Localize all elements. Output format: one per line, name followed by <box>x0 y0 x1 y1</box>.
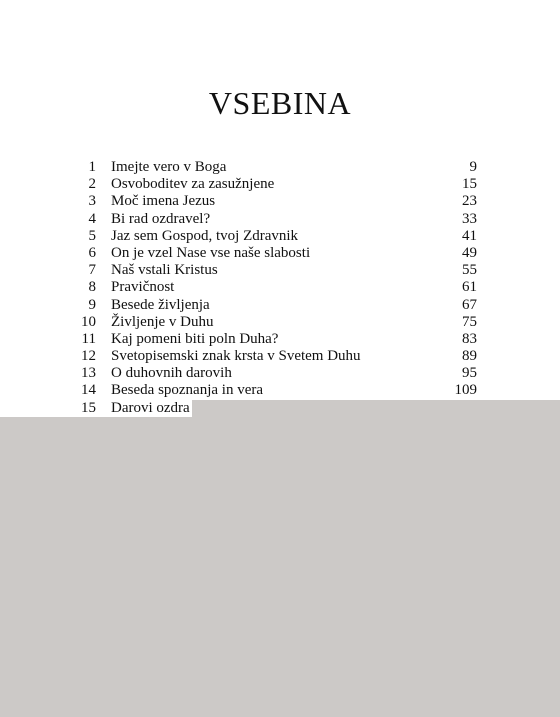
toc-number: 8 <box>88 279 96 296</box>
toc-title: Svetopisemski znak krsta v Svetem Duhu <box>111 348 361 365</box>
toc-page: 109 <box>454 382 477 399</box>
toc-page: 9 <box>469 159 477 175</box>
toc-number: 12 <box>81 348 96 365</box>
toc-number: 15 <box>81 399 96 416</box>
toc-row <box>70 382 490 399</box>
toc-row <box>70 176 490 193</box>
toc-title: Pravičnost <box>111 279 175 296</box>
gray-overlay-bottom <box>0 417 560 717</box>
toc-page: 95 <box>462 365 477 382</box>
toc-title: Naš vstali Kristus <box>111 262 218 279</box>
toc-page: 67 <box>462 296 477 313</box>
toc-number: 3 <box>88 193 96 210</box>
toc-title: Moč imena Jezus <box>111 193 216 210</box>
toc-page: 49 <box>462 244 477 261</box>
toc-title: Darovi ozdra <box>111 399 190 416</box>
toc-page: 55 <box>462 262 477 279</box>
toc-title: Življenje v Duhu <box>111 313 214 330</box>
toc-page: 61 <box>462 279 477 296</box>
toc-page: 41 <box>462 227 477 244</box>
toc-number: 13 <box>81 365 96 382</box>
page-title: VSEBINA <box>208 85 352 121</box>
toc-row <box>70 297 490 314</box>
toc-page: 75 <box>462 313 477 330</box>
toc-title: Beseda spoznanja in vera <box>111 382 264 399</box>
toc-number: 1 <box>88 159 96 175</box>
toc-number: 10 <box>81 313 96 330</box>
toc-title: Bi rad ozdravel? <box>111 210 211 227</box>
toc-title: Kaj pomeni biti poln Duha? <box>111 330 279 347</box>
toc-title: On je vzel Nase vse naše slabosti <box>111 244 311 261</box>
toc-page: 33 <box>462 210 477 227</box>
toc-title: O duhovnih darovih <box>111 365 232 382</box>
toc-title: Imejte vero v Boga <box>111 159 227 175</box>
toc-page: 83 <box>462 330 477 347</box>
toc-page: 23 <box>462 193 477 210</box>
toc-row <box>70 228 490 245</box>
toc-row <box>70 245 490 262</box>
toc-number: 9 <box>88 296 96 313</box>
toc-row <box>70 279 490 296</box>
toc-page: 15 <box>462 176 477 193</box>
toc-row <box>70 314 490 331</box>
table-of-contents <box>70 159 490 417</box>
toc-page: 89 <box>462 348 477 365</box>
toc-row <box>70 193 490 210</box>
toc-title: Jaz sem Gospod, tvoj Zdravnik <box>111 227 299 244</box>
toc-row <box>70 262 490 279</box>
toc-number: 14 <box>81 382 96 399</box>
toc-number: 5 <box>88 227 96 244</box>
toc-row <box>70 331 490 348</box>
toc-number: 11 <box>81 330 96 347</box>
toc-title: Osvoboditev za zasužnjene <box>111 176 275 193</box>
toc-number: 2 <box>88 176 96 193</box>
toc-row <box>70 159 490 176</box>
toc-row <box>70 348 490 365</box>
toc-number: 4 <box>88 210 96 227</box>
toc-row <box>70 211 490 228</box>
toc-number: 6 <box>88 244 96 261</box>
toc-row <box>70 365 490 382</box>
toc-number: 7 <box>88 262 96 279</box>
toc-title: Besede življenja <box>111 296 210 313</box>
